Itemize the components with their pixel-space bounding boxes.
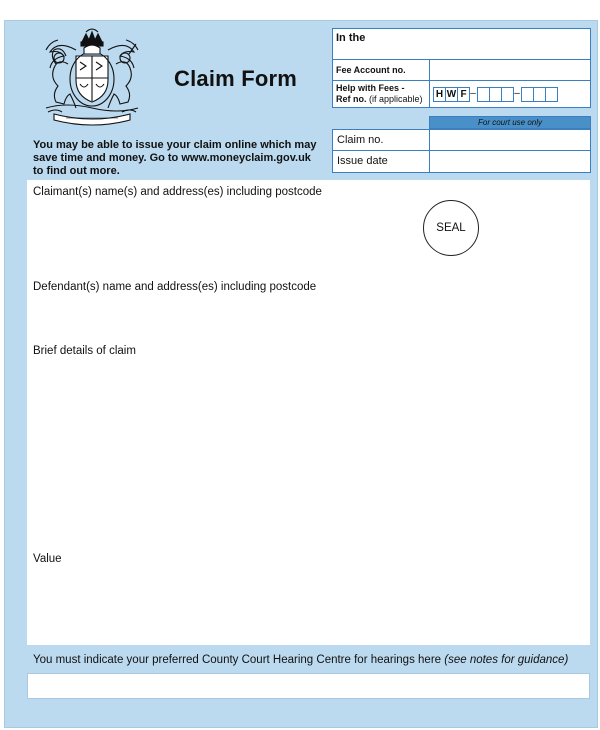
help-with-fees-row (333, 81, 590, 107)
court-header-table (332, 28, 591, 108)
claim-no-label: Claim no. (337, 134, 384, 146)
defendant-label: Defendant(s) name and address(es) including postcode (33, 281, 317, 293)
in-the-label: In the (336, 32, 366, 44)
issue-date-label: Issue date (337, 155, 388, 167)
hwf-letter-box: F (457, 87, 470, 102)
hwf-letter-box: W (446, 88, 457, 100)
online-claim-notice-line: to find out more. (33, 165, 120, 177)
fee-account-row (333, 60, 590, 81)
claim-no-input[interactable] (430, 130, 590, 150)
fee-account-input[interactable] (430, 60, 590, 80)
help-with-fees-title: Help with Fees - (336, 83, 405, 93)
hwf-dash: – (514, 88, 520, 99)
column-divider (429, 81, 430, 107)
hwf-digit-box[interactable] (545, 87, 558, 102)
hwf-letter-box: H (433, 87, 446, 102)
seal-circle: SEAL (423, 200, 479, 256)
court-use-banner: For court use only (429, 116, 591, 129)
hearing-centre-note-text: You must indicate your preferred County Court Hearing Centre for hearings here (33, 654, 442, 666)
court-use-table (332, 129, 591, 173)
online-claim-notice (33, 139, 323, 178)
value-label: Value (33, 553, 62, 565)
fee-account-label: Fee Account no. (336, 65, 406, 75)
claimant-label: Claimant(s) name(s) and address(es) including postcode (33, 186, 322, 198)
claim-details-label: Brief details of claim (33, 345, 136, 357)
guidance-note: (see notes for guidance) (444, 654, 569, 666)
form-title: Claim Form (174, 66, 298, 91)
royal-coat-of-arms-icon (26, 28, 158, 128)
hearing-centre-input[interactable] (27, 673, 590, 699)
hwf-reference-boxes (433, 86, 557, 102)
claim-details-panel[interactable] (27, 180, 590, 645)
online-claim-notice-line: You may be able to issue your claim online which may (33, 139, 317, 151)
issue-date-input[interactable] (430, 151, 590, 172)
claim-no-row (333, 130, 590, 151)
in-the-field[interactable] (333, 29, 590, 60)
help-with-fees-label (336, 83, 431, 105)
online-claim-notice-line: save time and money. Go to www.moneyclaim.gov.uk (33, 152, 311, 164)
if-applicable-note: (if applicable) (369, 94, 423, 104)
ref-no-label: Ref no. (336, 94, 367, 104)
hearing-centre-note (33, 654, 568, 666)
hwf-dash: – (470, 88, 476, 99)
issue-date-row (333, 151, 590, 172)
